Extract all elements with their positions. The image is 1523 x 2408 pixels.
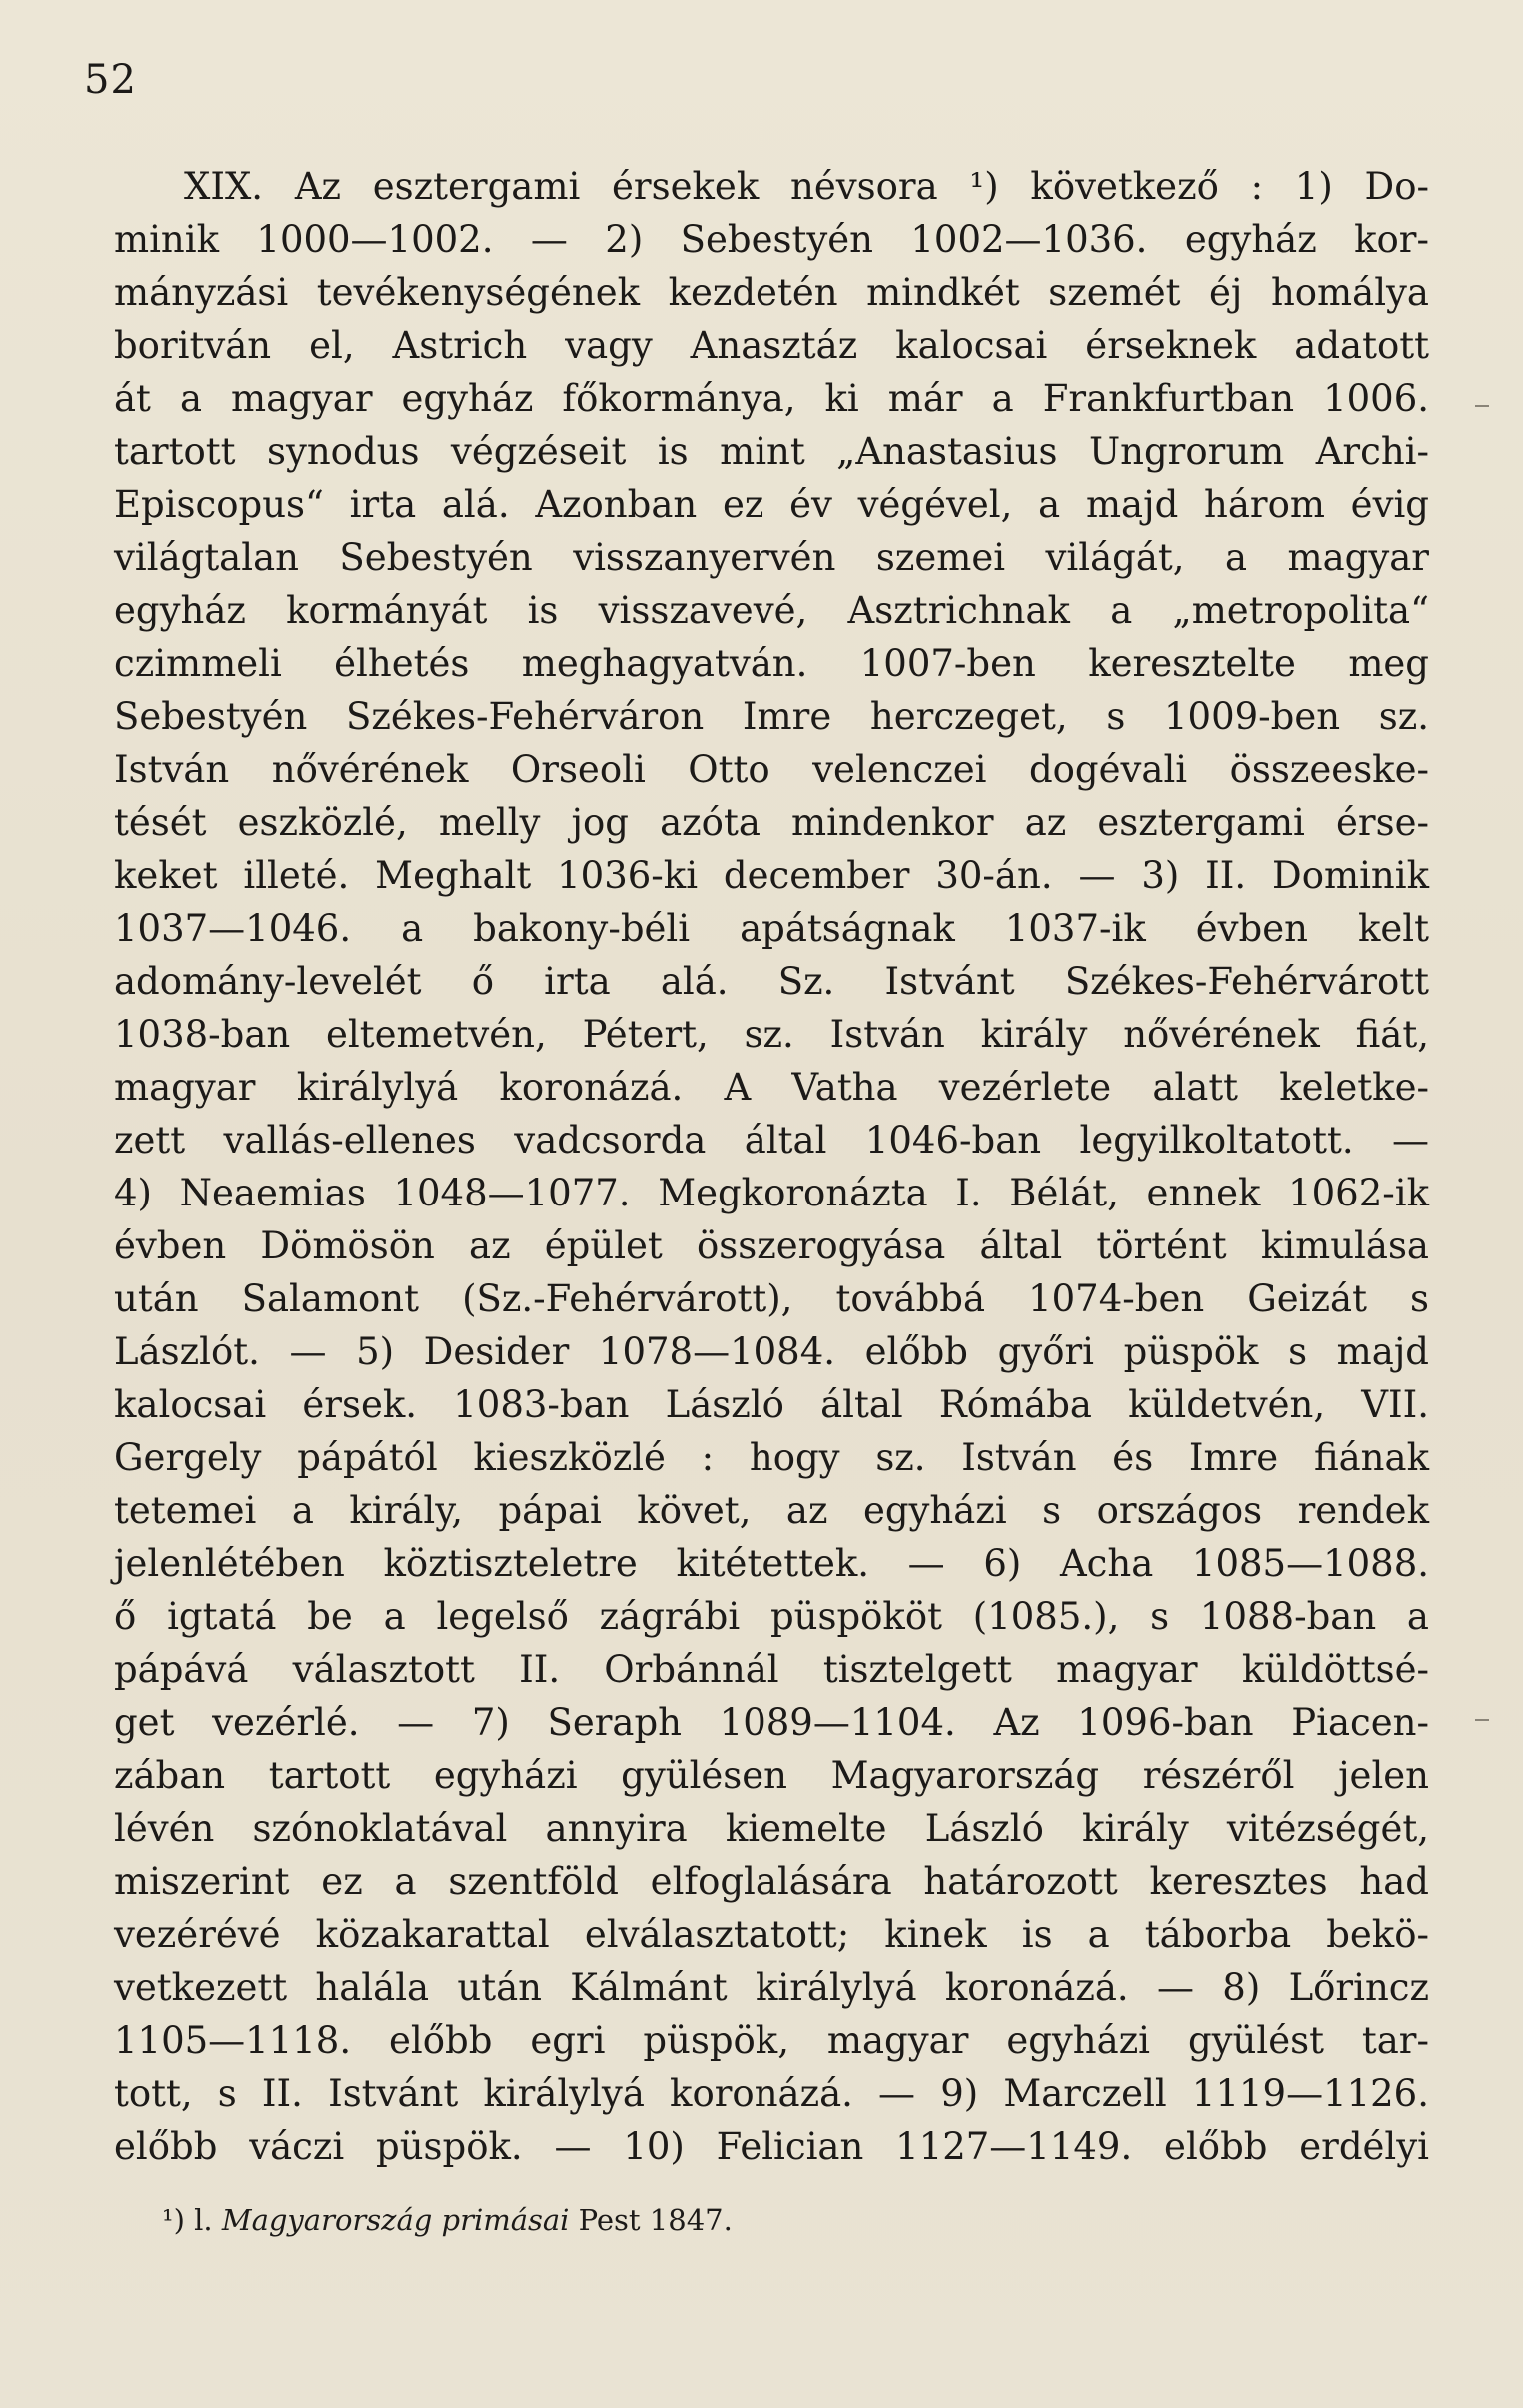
- text-line: Lászlót. — 5) Desider 1078—1084. előbb győri püspök s majd: [114, 1330, 1429, 1373]
- text-line: miszerint ez a szentföld elfoglalására határozott keresztes had: [114, 1860, 1429, 1903]
- text-line: István nővérének Orseoli Otto velenczei dogévali összeeske-: [114, 748, 1429, 791]
- text-line: tartott synodus végzéseit is mint „Anastasius Ungrorum Archi-: [114, 430, 1429, 473]
- body-text: [114, 160, 1429, 2173]
- text-line: tetemei a király, pápai követ, az egyházi s országos rendek: [114, 1489, 1429, 1532]
- text-line: 1037—1046. a bakony-béli apátságnak 1037-ik évben kelt: [114, 907, 1429, 950]
- text-line: mányzási tevékenységének kezdetén mindkét szemét éj homálya: [114, 271, 1429, 314]
- margin-dash: [1475, 1719, 1489, 1721]
- text-line: tését eszközlé, melly jog azóta mindenkor az esztergami érse-: [114, 801, 1429, 844]
- text-line: egyház kormányát is visszavevé, Asztrichnak a „metropolita“: [114, 589, 1429, 632]
- text-line: át a magyar egyház főkormánya, ki már a Frankfurtban 1006.: [114, 377, 1429, 420]
- text-line: get vezérlé. — 7) Seraph 1089—1104. Az 1096-ban Piacen-: [114, 1701, 1429, 1744]
- text-line: után Salamont (Sz.-Fehérvárott), továbbá 1074-ben Geizát s: [114, 1277, 1429, 1320]
- margin-dash: [1475, 405, 1489, 407]
- text-line: Sebestyén Székes-Fehérváron Imre herczeget, s 1009-ben sz.: [114, 695, 1429, 738]
- text-line: magyar királylyá koronázá. A Vatha vezérlete alatt keletke-: [114, 1066, 1429, 1109]
- page-number: 52: [84, 57, 137, 103]
- footnote-rest: Pest 1847.: [578, 2203, 733, 2237]
- text-line: lévén szónoklatával annyira kiemelte László király vitézségét,: [114, 1807, 1429, 1850]
- text-line: czimmeli élhetés meghagyatván. 1007-ben keresztelte meg: [114, 642, 1429, 685]
- text-line: vezérévé közakarattal elválasztatott; kinek is a táborba bekö-: [114, 1913, 1429, 1956]
- text-line: Gergely pápától kieszközlé : hogy sz. István és Imre fiának: [114, 1436, 1429, 1479]
- footnote: [162, 2203, 733, 2238]
- text-line: XIX. Az esztergami érsekek névsora ¹) következő : 1) Do-: [184, 165, 1429, 208]
- text-line: jelenlétében köztiszteletre kitétettek. — 6) Acha 1085—1088.: [114, 1542, 1429, 1585]
- footnote-title: Magyarország primásai: [221, 2203, 570, 2237]
- text-line: 1105—1118. előbb egri püspök, magyar egyházi gyülést tar-: [114, 2019, 1429, 2062]
- text-line: adomány-levelét ő irta alá. Sz. Istvánt Székes-Fehérvárott: [114, 960, 1429, 1003]
- text-line: zában tartott egyházi gyülésen Magyarország részéről jelen: [114, 1754, 1429, 1797]
- text-line: boritván el, Astrich vagy Anasztáz kalocsai érseknek adatott: [114, 324, 1429, 367]
- text-line: kalocsai érsek. 1083-ban László által Rómába küldetvén, VII.: [114, 1383, 1429, 1426]
- text-line: előbb váczi püspök. — 10) Felician 1127—1149. előbb erdélyi: [114, 2125, 1429, 2168]
- text-line: keket illeté. Meghalt 1036-ki december 30-án. — 3) II. Dominik: [114, 854, 1429, 897]
- text-line: 4) Neaemias 1048—1077. Megkoronázta I. Bélát, ennek 1062-ik: [114, 1172, 1429, 1214]
- text-line: Episcopus“ irta alá. Azonban ez év végével, a majd három évig: [114, 483, 1429, 526]
- text-line: 1038-ban eltemetvén, Pétert, sz. István király nővérének fiát,: [114, 1013, 1429, 1056]
- text-line: évben Dömösön az épület összerogyása által történt kimulása: [114, 1224, 1429, 1267]
- text-line: minik 1000—1002. — 2) Sebestyén 1002—1036. egyház kor-: [114, 218, 1429, 261]
- text-line: pápává választott II. Orbánnál tisztelgett magyar küldöttsé-: [114, 1648, 1429, 1691]
- footnote-marker: ¹) l.: [162, 2203, 213, 2237]
- text-line: ő igtatá be a legelső zágrábi püspököt (1085.), s 1088-ban a: [114, 1595, 1429, 1638]
- text-line: világtalan Sebestyén visszanyervén szemei világát, a magyar: [114, 536, 1429, 579]
- text-line: zett vallás-ellenes vadcsorda által 1046-ban legyilkoltatott. —: [114, 1119, 1429, 1162]
- text-line: tott, s II. Istvánt királylyá koronázá. — 9) Marczell 1119—1126.: [114, 2072, 1429, 2115]
- text-line: vetkezett halála után Kálmánt királylyá koronázá. — 8) Lőrincz: [114, 1966, 1429, 2009]
